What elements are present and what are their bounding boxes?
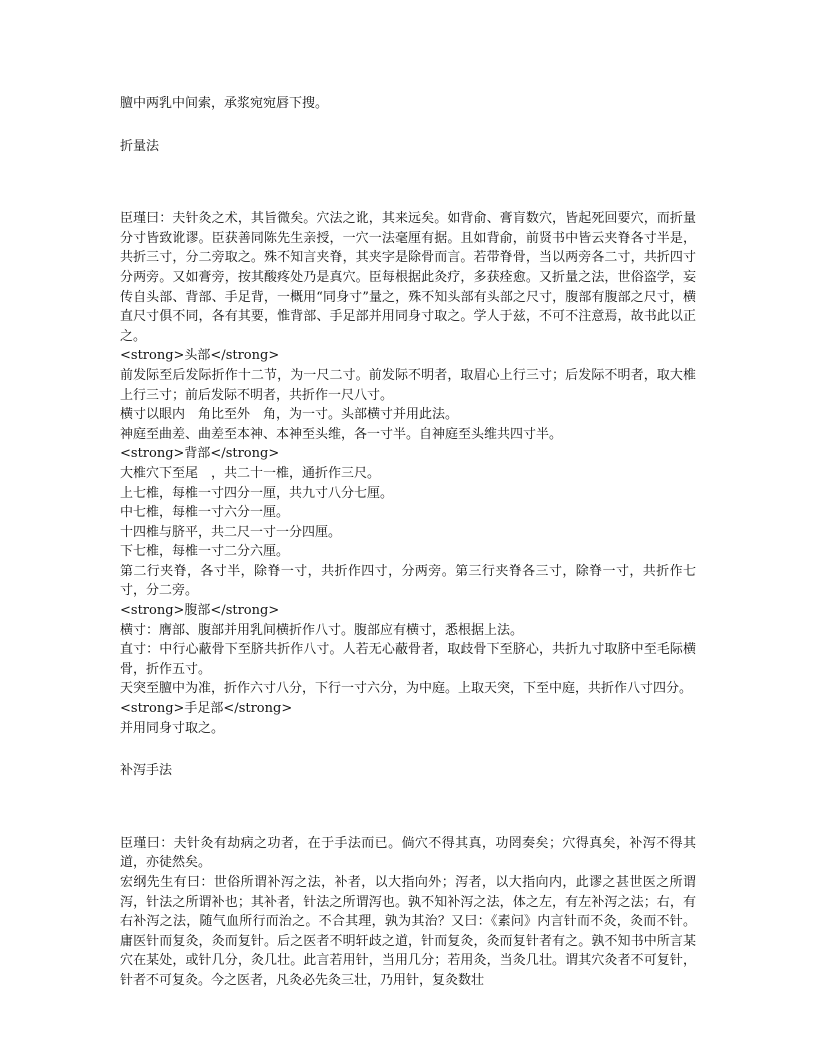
spacer: [120, 114, 696, 137]
paragraph-beibu-dazhui: 大椎穴下至尾 ，共二十一椎，通折作三尺。: [120, 465, 381, 481]
subheading-shouzubu: <strong>手足部</strong>: [120, 701, 293, 717]
spacer: [120, 781, 696, 834]
paragraph-beibu-zhongqizhui: 中七椎，每椎一寸六分一厘。: [120, 505, 290, 521]
paragraph-fubu-zhicun: 直寸：中行心蔽骨下至脐共折作八寸。人若无心蔽骨者，取歧骨下至脐心，共折九寸取脐中至毛际横骨，折作五寸。: [120, 642, 696, 677]
paragraph-fubu-tiantu: 天突至膻中为准，折作六寸八分，下行一寸六分，为中庭。上取天突，下至中庭，共折作八寸四分。: [120, 681, 693, 697]
paragraph-chenjin-buxie: 臣瑾曰：夫针灸有劫病之功者，在于手法而已。倘穴不得其真，功罔奏矣；穴得真矣，补泻不得其道，亦徒然矣。: [120, 835, 696, 871]
spacer: [120, 156, 696, 209]
paragraph-beibu-shisizhui: 十四椎与脐平，共二尺一寸一分四厘。: [120, 524, 342, 540]
paragraph-toubu-shenting: 神庭至曲差、曲差至本神、本神至头维，各一寸半。自神庭至头维共四寸半。: [120, 426, 563, 442]
paragraph-honggang: 宏纲先生有曰：世俗所谓补泻之法，补者，以大指向外；泻者，以大指向内，此谬之甚世医之所谓泻，针法之所谓补也；其补者，针法之所谓泻也。孰不知补泻之法，体之左，有左补泻之法；右，有右补泻之法，随气血所行而治之。不合其理，孰为其治？又曰：《素问》内言针而不灸，灸而不针。庸医针而复灸，灸而复针。后之医者不明轩歧之道，针而复灸，灸而复针者有之。孰不知书中所言某穴在某处，或针几分，灸几壮。此言若用针，当用几分；若用灸，当灸几壮。谓其穴灸者不可复针，针者不可复灸。今之医者，凡灸必先灸三壮，乃用针，复灸数壮: [120, 875, 696, 988]
subheading-toubu: <strong>头部</strong>: [120, 348, 280, 364]
paragraph-toubu-fajie: 前发际至后发际折作十二节，为一尺二寸。前发际不明者，取眉心上行三寸；后发际不明者，取大椎上行三寸；前后发际不明者，共折作一尺八寸。: [120, 367, 696, 403]
paragraph-beibu-jiaji: 第二行夹脊，各寸半，除脊一寸，共折作四寸，分两旁。第三行夹脊各三寸，除脊一寸，共折作七寸，分二旁。: [120, 563, 696, 599]
intro-verse: 膻中两乳中间索，承浆宛宛唇下搜。: [120, 96, 329, 111]
paragraph-fubu-hengcun: 横寸：膺部、腹部并用乳间横折作八寸。腹部应有横寸，悉根据上法。: [120, 622, 524, 638]
paragraph-chenjin-zheliang: 臣瑾曰：夫针灸之术，其旨微矣。穴法之讹，其来远矣。如背俞、膏肓数穴，皆起死回要穴，而折量分寸皆致讹谬。臣获善同陈先生亲授，一穴一法毫厘有据。且如背俞，前贤书中皆云夹脊各寸半是，共折三寸，分二旁取之。殊不知言夹脊，其夹字是除骨而言。若带脊骨，当以两旁各二寸，共折四寸分两旁。又如膏旁，按其酸疼处乃是真穴。臣每根据此灸疗，多获痊愈。又折量之法，世俗盗学，妄传自头部、背部、手足背，一概用“同身寸”量之，殊不知头部有头部之尺寸，腹部有腹部之尺寸，横直尺寸俱不同，各有其要，惟背部、手足部并用同身寸取之。学人于兹，不可不注意焉，故书此以正之。: [120, 211, 696, 344]
paragraph-beibu-shangqizhui: 上七椎，每椎一寸四分一厘，共九寸八分七厘。: [120, 485, 394, 501]
spacer: [120, 738, 696, 761]
subheading-fubu: <strong>腹部</strong>: [120, 603, 280, 619]
paragraph-shouzubu: 并用同身寸取之。: [120, 720, 225, 736]
subheading-beibu: <strong>背部</strong>: [120, 446, 280, 462]
document-page: [120, 94, 696, 991]
section-title-zheliangfa: 折量法: [120, 138, 160, 154]
paragraph-beibu-xiaqizhui: 下七椎，每椎一寸二分六厘。: [120, 544, 290, 560]
section-title-buxieshoufa: 补泻手法: [120, 763, 173, 779]
paragraph-toubu-hengcun: 横寸以眼内 角比至外 角，为一寸。头部横寸并用此法。: [120, 407, 459, 423]
